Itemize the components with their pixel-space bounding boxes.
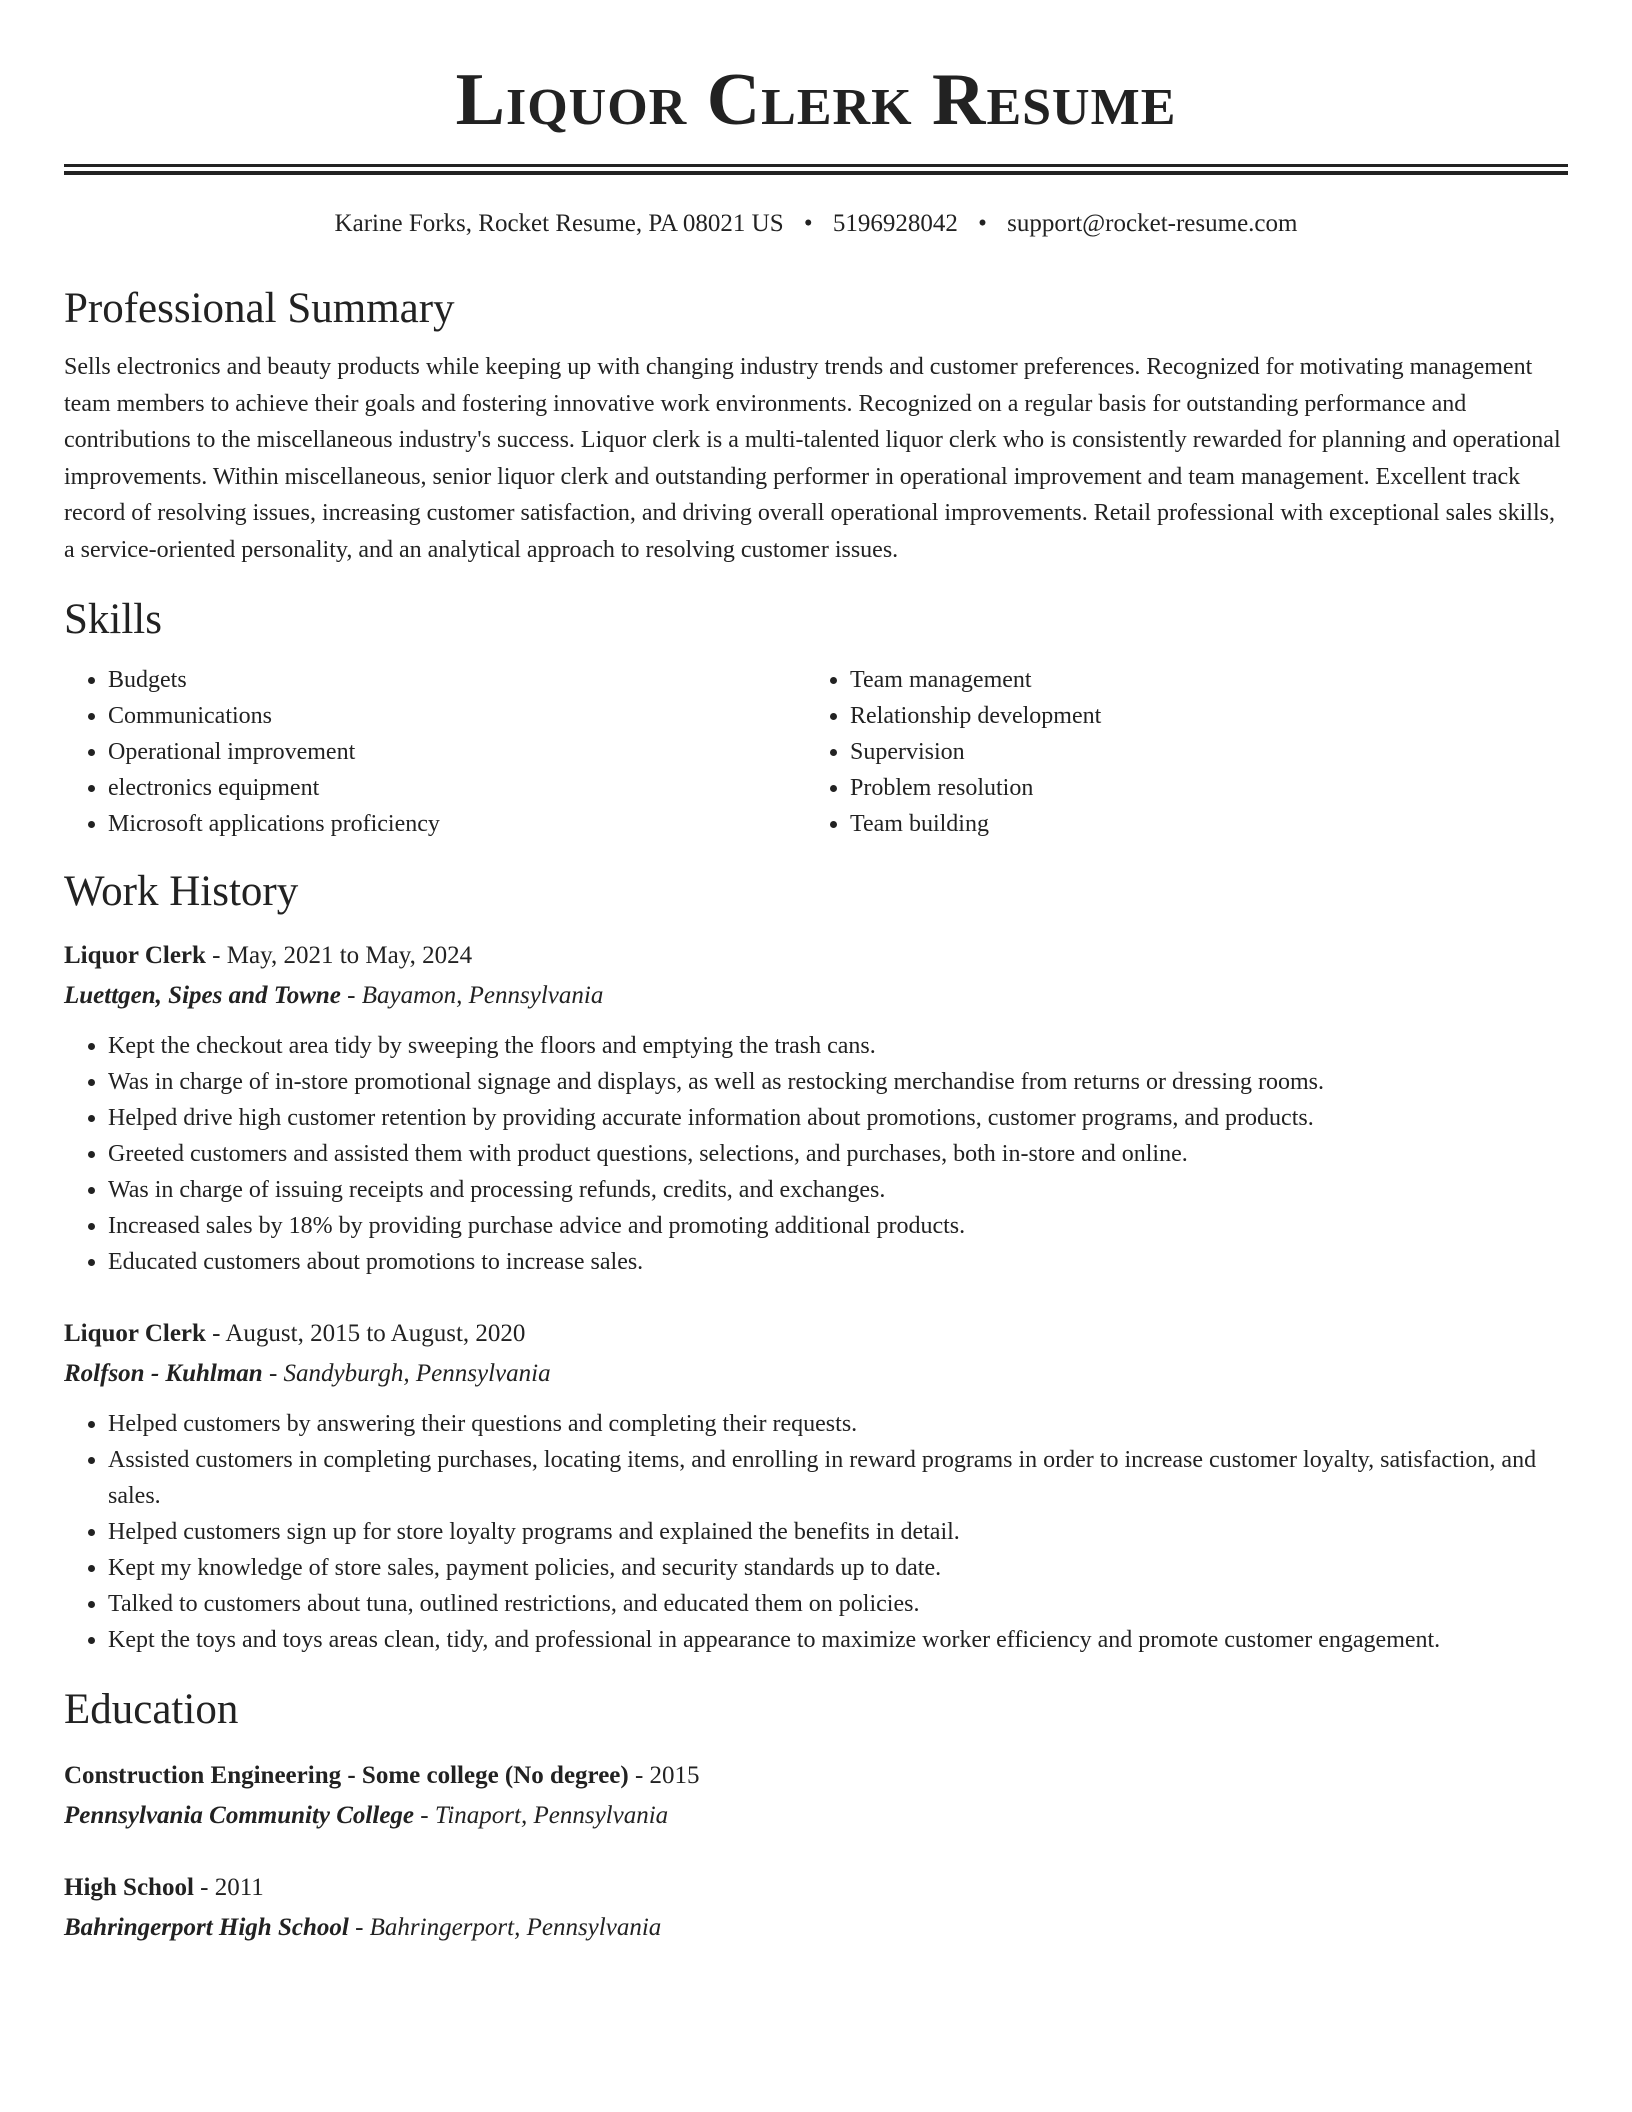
education-entry — [64, 1756, 1568, 1836]
education-heading: Education — [64, 1686, 239, 1733]
job-title: Liquor Clerk — [64, 1320, 206, 1347]
job-entry — [64, 936, 1568, 1280]
job-dates: - May, 2021 to May, 2024 — [205, 942, 473, 969]
education-school-line — [64, 1796, 1568, 1836]
job-bullet: • Helped customers sign up for store loyalty programs and explained the benefits in detail. — [108, 1514, 1568, 1550]
job-bullets — [64, 1406, 1568, 1658]
education-school: Bahringerport High School — [64, 1914, 349, 1941]
skills-heading: Skills — [64, 596, 162, 643]
skills-column-right — [806, 662, 1548, 842]
job-bullet: • Kept the checkout area tidy by sweeping the floors and emptying the trash cans. — [108, 1028, 1568, 1064]
skill-item: • Supervision — [850, 734, 1548, 770]
contact-separator: • — [803, 210, 813, 237]
contact-phone: 5196928042 — [832, 210, 958, 237]
education-year: - 2011 — [193, 1874, 264, 1901]
job-title-line — [64, 936, 1568, 976]
education-degree: High School — [64, 1874, 194, 1901]
education-degree: Construction Engineering - Some college (No degree) — [64, 1762, 629, 1789]
education-school-line — [64, 1908, 1568, 1948]
job-bullet: • Talked to customers about tuna, outlined restrictions, and educated them on policies. — [108, 1586, 1568, 1622]
skill-item: • Microsoft applications proficiency — [108, 806, 806, 842]
job-bullet: • Helped customers by answering their questions and completing their requests. — [108, 1406, 1568, 1442]
work-history-heading: Work History — [64, 868, 299, 915]
job-company-line — [64, 1354, 1568, 1394]
job-location: - Bayamon, Pennsylvania — [340, 982, 604, 1009]
education-school: Pennsylvania Community College — [64, 1802, 415, 1829]
job-bullet: • Educated customers about promotions to increase sales. — [108, 1244, 1568, 1280]
job-bullet: • Kept the toys and toys areas clean, tidy, and professional in appearance to maximize worker efficiency and promote customer engagement. — [108, 1622, 1568, 1658]
job-bullet: • Was in charge of in-store promotional signage and displays, as well as restocking merchandise from returns or dressing rooms. — [108, 1064, 1568, 1100]
job-bullet: • Greeted customers and assisted them with product questions, selections, and purchases, both in-store and online. — [108, 1136, 1568, 1172]
skill-item: • Communications — [108, 698, 806, 734]
skills-column-left — [64, 662, 806, 842]
skill-item: • Operational improvement — [108, 734, 806, 770]
education-year: - 2015 — [628, 1762, 700, 1789]
job-company: Luettgen, Sipes and Towne — [64, 982, 341, 1009]
job-dates: - August, 2015 to August, 2020 — [205, 1320, 526, 1347]
job-bullets — [64, 1028, 1568, 1280]
job-bullet: • Increased sales by 18% by providing purchase advice and promoting additional products. — [108, 1208, 1568, 1244]
resume-title: Liquor Clerk Resume — [455, 59, 1177, 141]
job-company: Rolfson - Kuhlman — [64, 1360, 263, 1387]
contact-email: support@rocket-resume.com — [1007, 210, 1298, 237]
contact-separator: • — [978, 210, 987, 237]
job-location: - Sandyburgh, Pennsylvania — [262, 1360, 551, 1387]
education-degree-line — [64, 1868, 1568, 1908]
education-entry — [64, 1868, 1568, 1948]
skill-item: • Relationship development — [850, 698, 1548, 734]
summary-heading: Professional Summary — [64, 285, 455, 332]
skill-item: • Budgets — [108, 662, 806, 698]
summary-text: Sells electronics and beauty products while keeping up with changing industry trends and customer preferences. Recognized for motivating management team members to achieve their goals and fostering innovative work environments. Recognized on a regular basis for outstanding performance and contributions to the miscellaneous industry's success. Liquor clerk is a multi-talented liquor clerk who is consistently rewarded for planning and operational improvements. Within miscellaneous, senior liquor clerk and outstanding performer in operational improvement and team management. Excellent track record of resolving issues, increasing customer satisfaction, and driving overall operational improvements. Retail professional with exceptional sales skills, a service-oriented personality, and an analytical approach to resolving customer issues. — [64, 354, 1561, 563]
skill-item: • Problem resolution — [850, 770, 1548, 806]
job-title-line — [64, 1314, 1568, 1354]
job-bullet: • Was in charge of issuing receipts and processing refunds, credits, and exchanges. — [108, 1172, 1568, 1208]
contact-line — [64, 207, 1568, 241]
job-bullet: • Helped drive high customer retention by providing accurate information about promotions, customer programs, and products. — [108, 1100, 1568, 1136]
job-title: Liquor Clerk — [64, 942, 206, 969]
skill-item: • electronics equipment — [108, 770, 806, 806]
education-degree-line — [64, 1756, 1568, 1796]
job-company-line — [64, 976, 1568, 1016]
education-location: - Bahringerport, Pennsylvania — [348, 1914, 662, 1941]
job-entry — [64, 1314, 1568, 1658]
skill-item: • Team building — [850, 806, 1548, 842]
job-bullet: • Kept my knowledge of store sales, payment policies, and security standards up to date. — [108, 1550, 1568, 1586]
job-bullet: • Assisted customers in completing purchases, locating items, and enrolling in reward programs in order to increase customer loyalty, satisfaction, and sales. — [108, 1442, 1568, 1514]
contact-address: Karine Forks, Rocket Resume, PA 08021 US — [334, 210, 784, 237]
skill-item: • Team management — [850, 662, 1548, 698]
title-divider — [64, 164, 1568, 175]
education-location: - Tinaport, Pennsylvania — [414, 1802, 669, 1829]
skills-grid — [64, 662, 1568, 842]
